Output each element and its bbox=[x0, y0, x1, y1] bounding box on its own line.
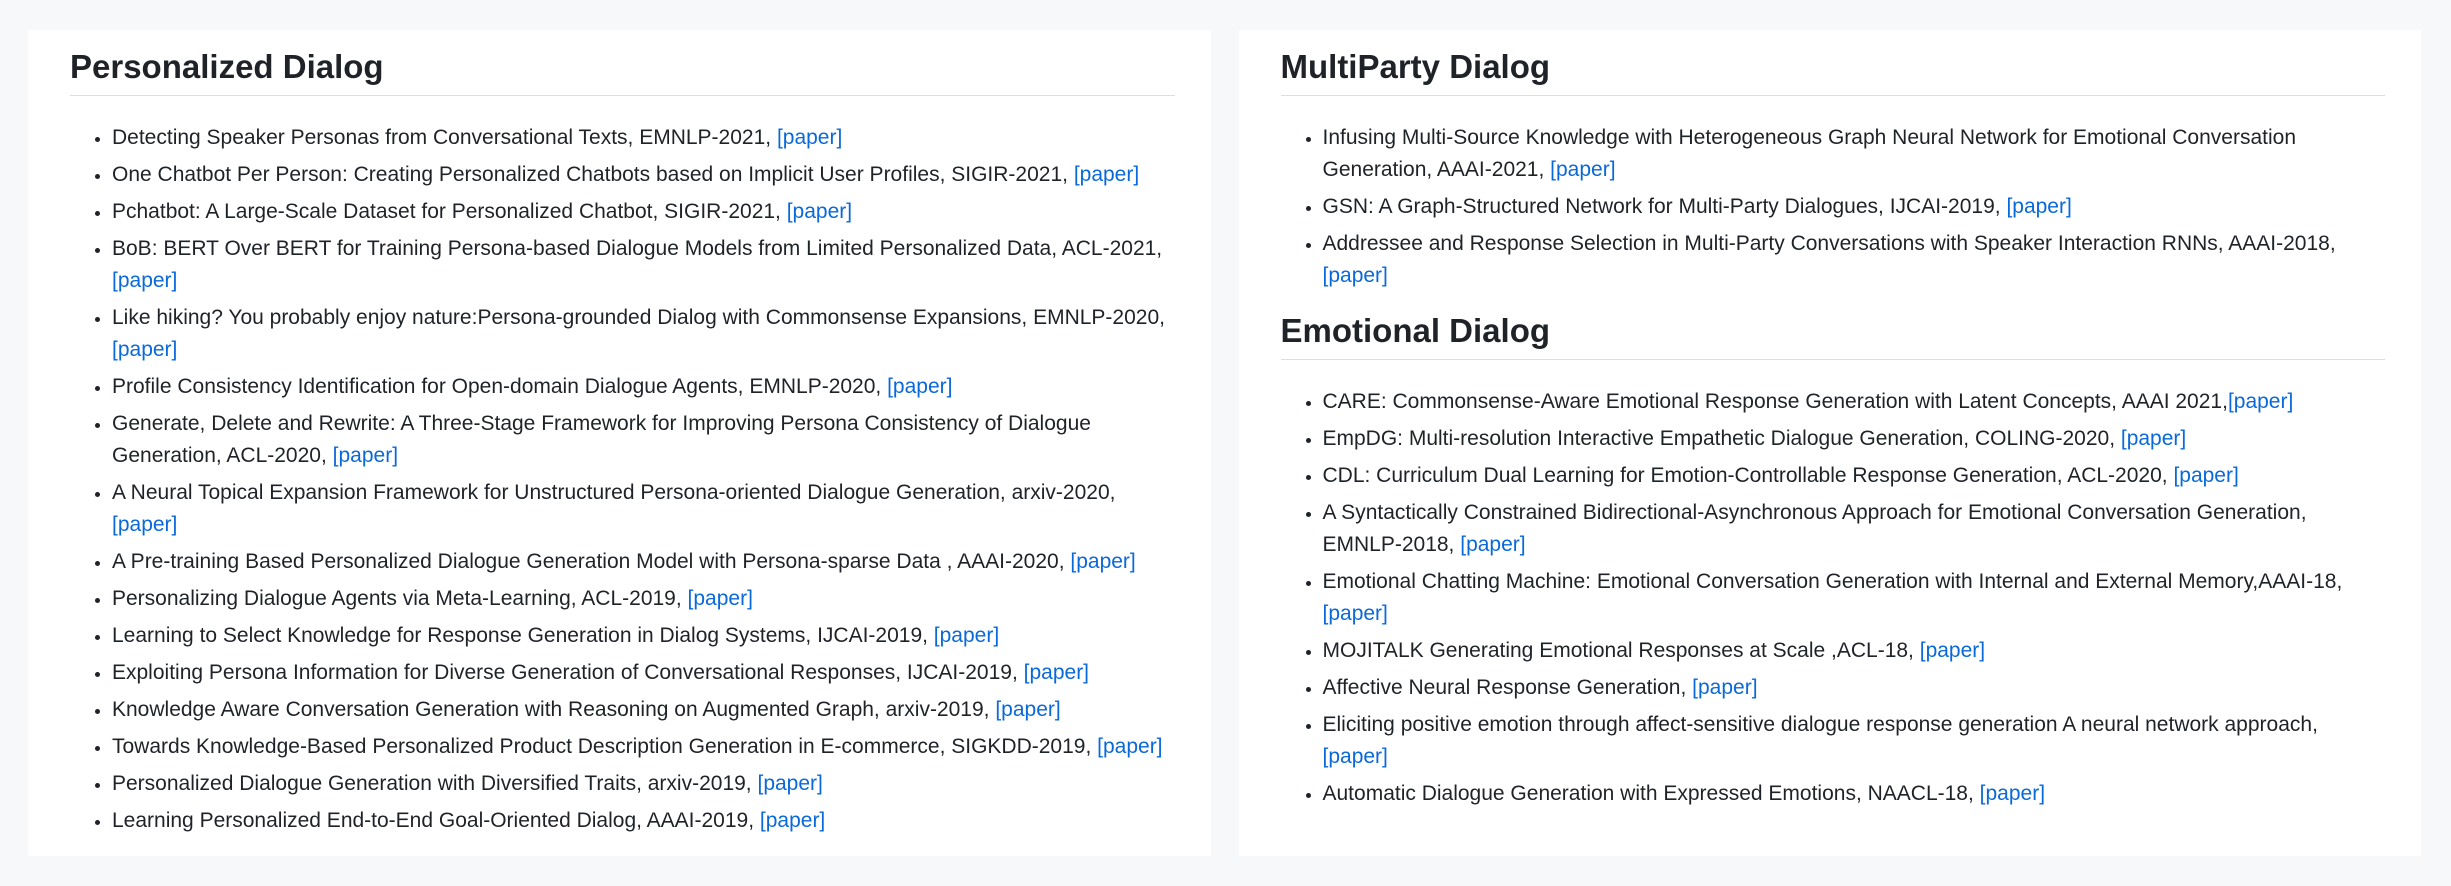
paper-link[interactable]: [paper] bbox=[1097, 734, 1163, 758]
paper-citation: Knowledge Aware Conversation Generation with Reasoning on Augmented Graph, arxiv-2019, bbox=[112, 697, 996, 721]
left-panel bbox=[28, 30, 1211, 856]
paper-link[interactable]: [paper] bbox=[1322, 263, 1388, 287]
multiparty-dialog-section bbox=[1281, 46, 2386, 292]
section-title: Emotional Dialog bbox=[1281, 310, 2386, 360]
paper-link[interactable]: [paper] bbox=[1692, 675, 1758, 699]
paper-citation: Like hiking? You probably enjoy nature:Persona-grounded Dialog with Commonsense Expansions, EMNLP-2020, bbox=[112, 305, 1165, 329]
list-item bbox=[112, 657, 1175, 689]
paper-link[interactable]: [paper] bbox=[1322, 744, 1388, 768]
paper-citation: Learning Personalized End-to-End Goal-Oriented Dialog, AAAI-2019, bbox=[112, 808, 760, 832]
paper-link[interactable]: [paper] bbox=[112, 512, 178, 536]
paper-citation: Detecting Speaker Personas from Conversational Texts, EMNLP-2021, bbox=[112, 125, 777, 149]
paper-link[interactable]: [paper] bbox=[1023, 660, 1090, 684]
paper-citation: Generate, Delete and Rewrite: A Three-Stage Framework for Improving Persona Consistency of Dialogue Generation, ACL-2020, bbox=[112, 411, 1091, 467]
paper-list bbox=[1281, 386, 2386, 810]
list-item bbox=[112, 408, 1175, 472]
paper-citation: EmpDG: Multi-resolution Interactive Empathetic Dialogue Generation, COLING-2020, bbox=[1322, 426, 2121, 450]
paper-citation: BoB: BERT Over BERT for Training Persona-based Dialogue Models from Limited Personalized Data, ACL-2021, bbox=[112, 236, 1163, 260]
paper-citation: One Chatbot Per Person: Creating Personalized Chatbots based on Implicit User Profiles, SIGIR-2021, bbox=[112, 162, 1074, 186]
list-item bbox=[112, 731, 1175, 763]
paper-citation: Automatic Dialogue Generation with Expressed Emotions, NAACL-18, bbox=[1322, 781, 1980, 805]
paper-citation: Personalized Dialogue Generation with Diversified Traits, arxiv-2019, bbox=[112, 771, 758, 795]
list-item bbox=[1323, 460, 2386, 492]
list-item bbox=[112, 583, 1175, 615]
paper-link[interactable]: [paper] bbox=[112, 337, 178, 361]
right-panel bbox=[1239, 30, 2422, 856]
paper-link[interactable]: [paper] bbox=[759, 808, 826, 832]
paper-link[interactable]: [paper] bbox=[933, 623, 1000, 647]
content-columns bbox=[28, 30, 2421, 856]
section-title: Personalized Dialog bbox=[70, 46, 1175, 96]
list-item bbox=[1323, 566, 2386, 630]
paper-link[interactable]: [paper] bbox=[1460, 532, 1526, 556]
paper-citation: Emotional Chatting Machine: Emotional Conversation Generation with Internal and External Memory,AAAI-18, bbox=[1322, 569, 2343, 593]
paper-citation: Towards Knowledge-Based Personalized Product Description Generation in E-commerce, SIGKDD-2019, bbox=[112, 734, 1098, 758]
personalized-dialog-section bbox=[70, 46, 1175, 837]
paper-citation: MOJITALK Generating Emotional Responses at Scale ,ACL-18, bbox=[1322, 638, 1920, 662]
paper-link[interactable]: [paper] bbox=[2120, 426, 2187, 450]
list-item bbox=[112, 196, 1175, 228]
paper-citation: A Neural Topical Expansion Framework for Unstructured Persona-oriented Dialogue Generation, arxiv-2020, bbox=[112, 480, 1116, 504]
list-item bbox=[1323, 228, 2386, 292]
paper-citation: Pchatbot: A Large-Scale Dataset for Personalized Chatbot, SIGIR-2021, bbox=[112, 199, 787, 223]
list-item bbox=[112, 122, 1175, 154]
paper-link[interactable]: [paper] bbox=[1550, 157, 1616, 181]
list-item bbox=[1323, 122, 2386, 186]
paper-link[interactable]: [paper] bbox=[2006, 194, 2072, 218]
paper-list bbox=[1281, 122, 2386, 292]
paper-citation: Learning to Select Knowledge for Response Generation in Dialog Systems, IJCAI-2019, bbox=[112, 623, 934, 647]
list-item bbox=[1323, 672, 2386, 704]
paper-link[interactable]: [paper] bbox=[1979, 781, 2046, 805]
paper-link[interactable]: [paper] bbox=[995, 697, 1061, 721]
paper-citation: CDL: Curriculum Dual Learning for Emotion-Controllable Response Generation, ACL-2020, bbox=[1322, 463, 2174, 487]
paper-link[interactable]: [paper] bbox=[1070, 549, 1136, 573]
list-item bbox=[112, 302, 1175, 366]
paper-link[interactable]: [paper] bbox=[1322, 601, 1388, 625]
list-item bbox=[1323, 635, 2386, 667]
paper-link[interactable]: [paper] bbox=[2173, 463, 2239, 487]
paper-link[interactable]: [paper] bbox=[2227, 389, 2294, 413]
paper-citation: Eliciting positive emotion through affect-sensitive dialogue response generation A neural network approach, bbox=[1322, 712, 2318, 736]
emotional-dialog-section bbox=[1281, 310, 2386, 810]
paper-link[interactable]: [paper] bbox=[1919, 638, 1986, 662]
paper-link[interactable]: [paper] bbox=[332, 443, 399, 467]
paper-link[interactable]: [paper] bbox=[112, 268, 178, 292]
list-item bbox=[112, 694, 1175, 726]
list-item bbox=[112, 805, 1175, 837]
paper-list bbox=[70, 122, 1175, 837]
list-item bbox=[1323, 497, 2386, 561]
paper-citation: GSN: A Graph-Structured Network for Multi-Party Dialogues, IJCAI-2019, bbox=[1322, 194, 2007, 218]
list-item bbox=[112, 546, 1175, 578]
list-item bbox=[112, 159, 1175, 191]
list-item bbox=[1323, 386, 2386, 418]
list-item bbox=[1323, 191, 2386, 223]
list-item bbox=[1323, 709, 2386, 773]
list-item bbox=[1323, 423, 2386, 455]
paper-citation: Affective Neural Response Generation, bbox=[1322, 675, 1693, 699]
paper-citation: A Pre-training Based Personalized Dialogue Generation Model with Persona-sparse Data , AAAI-2020, bbox=[112, 549, 1071, 573]
paper-citation: Personalizing Dialogue Agents via Meta-Learning, ACL-2019, bbox=[112, 586, 688, 610]
list-item bbox=[112, 233, 1175, 297]
paper-citation: Exploiting Persona Information for Diverse Generation of Conversational Responses, IJCAI-2019, bbox=[112, 660, 1024, 684]
paper-citation: Addressee and Response Selection in Multi-Party Conversations with Speaker Interaction RNNs, AAAI-2018, bbox=[1322, 231, 2336, 255]
list-item bbox=[112, 768, 1175, 800]
section-title: MultiParty Dialog bbox=[1281, 46, 2386, 96]
paper-link[interactable]: [paper] bbox=[757, 771, 823, 795]
paper-link[interactable]: [paper] bbox=[786, 199, 853, 223]
paper-citation: Infusing Multi-Source Knowledge with Heterogeneous Graph Neural Network for Emotional Conversation Generation, AAAI-2021, bbox=[1322, 125, 2296, 181]
paper-link[interactable]: [paper] bbox=[887, 374, 953, 398]
paper-link[interactable]: [paper] bbox=[1073, 162, 1140, 186]
paper-link[interactable]: [paper] bbox=[687, 586, 753, 610]
list-item bbox=[1323, 778, 2386, 810]
paper-citation: Profile Consistency Identification for Open-domain Dialogue Agents, EMNLP-2020, bbox=[112, 374, 888, 398]
list-item bbox=[112, 620, 1175, 652]
paper-citation: CARE: Commonsense-Aware Emotional Response Generation with Latent Concepts, AAAI 2021, bbox=[1322, 389, 2228, 413]
paper-link[interactable]: [paper] bbox=[776, 125, 843, 149]
list-item bbox=[112, 371, 1175, 403]
paper-citation: A Syntactically Constrained Bidirectional-Asynchronous Approach for Emotional Conversation Generation, EMNLP-2018, bbox=[1322, 500, 2307, 556]
list-item bbox=[112, 477, 1175, 541]
